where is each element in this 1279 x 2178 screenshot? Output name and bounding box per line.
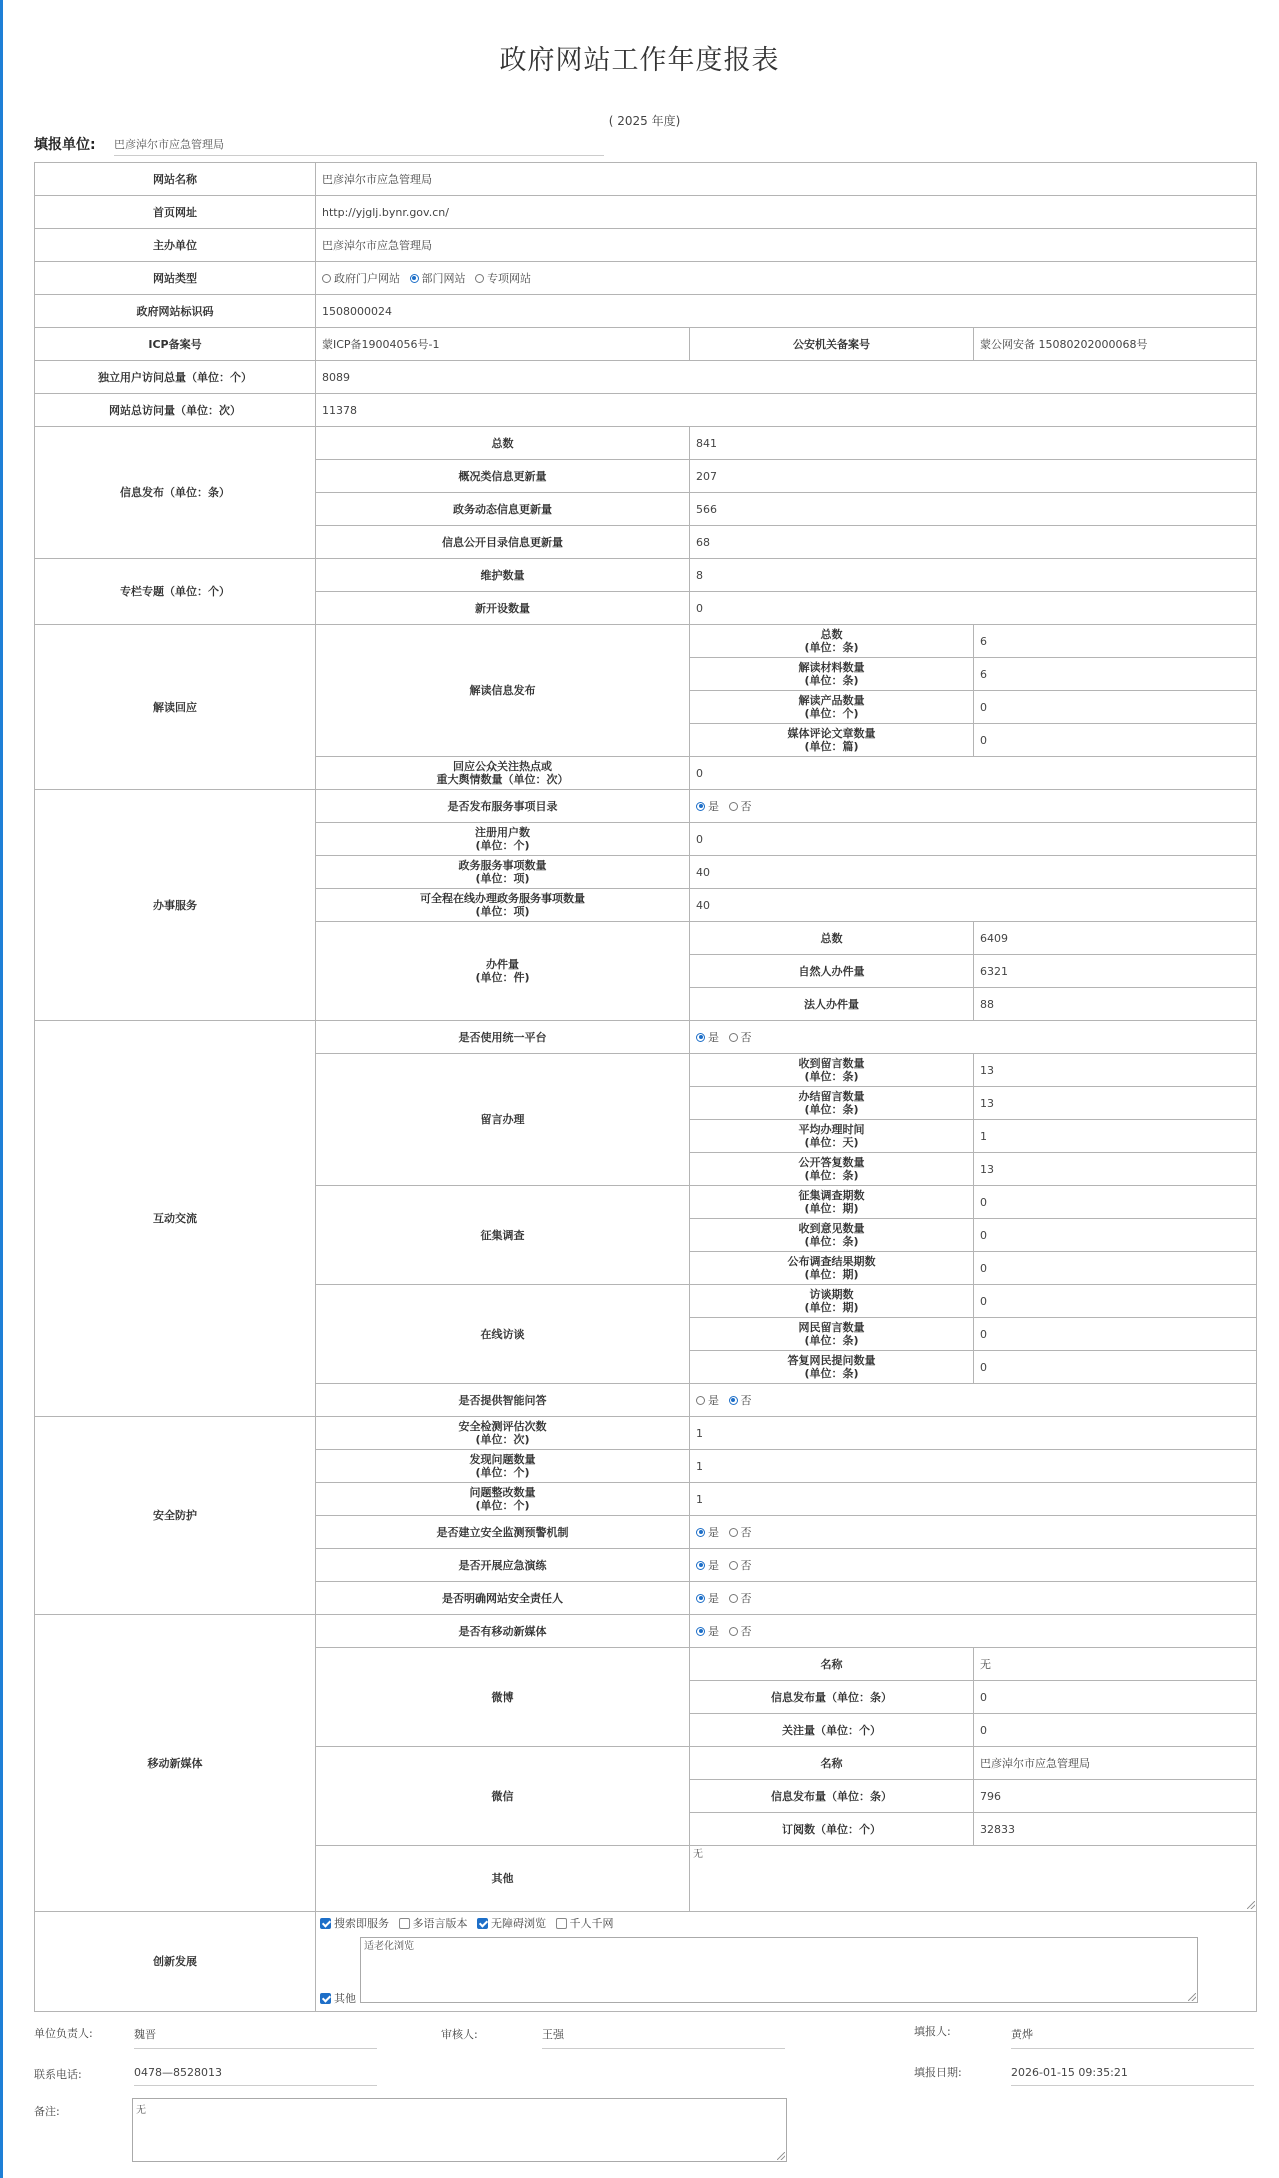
leader-label: 单位负责人: xyxy=(34,2027,93,2040)
interpret-total-value[interactable]: 6 xyxy=(974,625,1257,658)
security-warning-label: 是否建立安全监测预警机制 xyxy=(316,1516,690,1549)
security-fixed-label: 问题整改数量 (单位：个) xyxy=(316,1483,690,1516)
security-warning-radio xyxy=(690,1516,1257,1549)
icp-value[interactable]: 蒙ICP备19004056号-1 xyxy=(316,328,690,361)
msg-pub-value[interactable]: 13 xyxy=(974,1153,1257,1186)
no-option[interactable]: 否 xyxy=(729,1031,752,1044)
resize-grip-icon[interactable] xyxy=(1247,1901,1255,1909)
yes-option[interactable]: 是 xyxy=(696,1526,719,1539)
security-owner-label: 是否明确网站安全责任人 xyxy=(316,1582,690,1615)
innovation-other-textarea[interactable]: 适老化浏览 xyxy=(360,1937,1198,2003)
radio-icon xyxy=(322,274,331,283)
info-total-value[interactable]: 841 xyxy=(690,427,1257,460)
service-online-label: 可全程在线办理政务服务事项数量 (单位：项) xyxy=(316,889,690,922)
checkbox-icon xyxy=(399,1918,410,1929)
yes-option[interactable]: 是 xyxy=(696,1031,719,1044)
interpret-material-value[interactable]: 6 xyxy=(974,658,1257,691)
interview-msgs-value[interactable]: 0 xyxy=(974,1318,1257,1351)
site-type-option[interactable]: 部门网站 xyxy=(410,272,466,285)
reviewer-label: 审核人: xyxy=(441,2028,478,2041)
wechat-name-value[interactable]: 巴彦淖尔市应急管理局 xyxy=(974,1747,1257,1780)
message-handling-label: 留言办理 xyxy=(316,1054,690,1186)
no-option[interactable]: 否 xyxy=(729,800,752,813)
survey-results-value[interactable]: 0 xyxy=(974,1252,1257,1285)
volume-total-value[interactable]: 6409 xyxy=(974,922,1257,955)
home-url-value[interactable]: http://yjglj.bynr.gov.cn/ xyxy=(316,196,1257,229)
radio-checked-icon xyxy=(696,802,705,811)
media-section-label: 移动新媒体 xyxy=(35,1615,316,1912)
police-label: 公安机关备案号 xyxy=(690,328,974,361)
msg-time-value[interactable]: 1 xyxy=(974,1120,1257,1153)
icp-label: ICP备案号 xyxy=(35,328,316,361)
radio-icon xyxy=(729,1627,738,1636)
info-section-label: 信息发布（单位：条） xyxy=(35,427,316,559)
msg-recv-label: 收到留言数量 (单位：条) xyxy=(690,1054,974,1087)
service-volume-label: 办件量 (单位：件) xyxy=(316,922,690,1021)
interpret-section-label: 解读回应 xyxy=(35,625,316,790)
security-drill-radio xyxy=(690,1549,1257,1582)
report-year: ( 2025 年度) xyxy=(608,114,681,128)
fill-unit-field[interactable]: 巴彦淖尔市应急管理局 xyxy=(114,136,604,156)
column-maintain-label: 维护数量 xyxy=(316,559,690,592)
radio-checked-icon xyxy=(729,1396,738,1405)
phone-label: 联系电话: xyxy=(34,2068,82,2081)
security-drill-label: 是否开展应急演练 xyxy=(316,1549,690,1582)
no-option[interactable]: 否 xyxy=(729,1394,752,1407)
left-accent-bar xyxy=(0,0,3,2178)
interview-periods-label: 访谈期数 (单位：期) xyxy=(690,1285,974,1318)
opt-search[interactable]: 搜索即服务 xyxy=(320,1917,389,1930)
radio-checked-icon xyxy=(696,1627,705,1636)
interview-label: 在线访谈 xyxy=(316,1285,690,1384)
media-has-label: 是否有移动新媒体 xyxy=(316,1615,690,1648)
site-name-value[interactable]: 巴彦淖尔市应急管理局 xyxy=(316,163,1257,196)
survey-opinions-value[interactable]: 0 xyxy=(974,1219,1257,1252)
pv-label: 网站总访问量（单位：次） xyxy=(35,394,316,427)
info-total-label: 总数 xyxy=(316,427,690,460)
interpret-respond-value[interactable]: 0 xyxy=(690,757,1257,790)
service-catalog-label: 是否发布服务事项目录 xyxy=(316,790,690,823)
home-url-label: 首页网址 xyxy=(35,196,316,229)
filler-field[interactable]: 黄烨 xyxy=(1011,2026,1254,2049)
info-open-label: 信息公开目录信息更新量 xyxy=(316,526,690,559)
smart-qa-label: 是否提供智能问答 xyxy=(316,1384,690,1417)
radio-icon xyxy=(475,274,484,283)
site-id-value[interactable]: 1508000024 xyxy=(316,295,1257,328)
radio-icon xyxy=(729,802,738,811)
site-name-label: 网站名称 xyxy=(35,163,316,196)
uv-label: 独立用户访问总量（单位：个） xyxy=(35,361,316,394)
leader-field[interactable]: 魏晋 xyxy=(134,2026,377,2049)
weibo-posts-label: 信息发布量（单位：条） xyxy=(690,1681,974,1714)
media-other-textarea[interactable]: 无 xyxy=(690,1846,1256,1910)
wechat-posts-value[interactable]: 796 xyxy=(974,1780,1257,1813)
interact-platform-radio xyxy=(690,1021,1257,1054)
radio-icon xyxy=(696,1396,705,1405)
volume-legal-label: 法人办件量 xyxy=(690,988,974,1021)
security-fixed-value[interactable]: 1 xyxy=(690,1483,1257,1516)
radio-icon xyxy=(729,1528,738,1537)
radio-icon xyxy=(729,1594,738,1603)
interpret-respond-label: 回应公众关注热点或 重大舆情数量（单位：次） xyxy=(316,757,690,790)
opt-multilang[interactable]: 多语言版本 xyxy=(399,1917,468,1930)
msg-done-label: 办结留言数量 (单位：条) xyxy=(690,1087,974,1120)
volume-total-label: 总数 xyxy=(690,922,974,955)
wechat-name-label: 名称 xyxy=(690,1747,974,1780)
radio-checked-icon xyxy=(696,1561,705,1570)
column-new-value[interactable]: 0 xyxy=(690,592,1257,625)
phone-field[interactable]: 0478—8528013 xyxy=(134,2066,377,2086)
info-open-value[interactable]: 68 xyxy=(690,526,1257,559)
service-items-value[interactable]: 40 xyxy=(690,856,1257,889)
msg-done-value[interactable]: 13 xyxy=(974,1087,1257,1120)
security-section-label: 安全防护 xyxy=(35,1417,316,1615)
interpret-total-label: 总数 (单位：条) xyxy=(690,625,974,658)
column-maintain-value[interactable]: 8 xyxy=(690,559,1257,592)
remark-textarea[interactable]: 无 xyxy=(132,2098,787,2162)
interpret-media-value[interactable]: 0 xyxy=(974,724,1257,757)
filler-label: 填报人: xyxy=(914,2025,951,2038)
info-overview-label: 概况类信息更新量 xyxy=(316,460,690,493)
column-section-label: 专栏专题（单位：个） xyxy=(35,559,316,625)
wechat-subs-value[interactable]: 32833 xyxy=(974,1813,1257,1846)
survey-opinions-label: 收到意见数量 (单位：条) xyxy=(690,1219,974,1252)
no-option[interactable]: 否 xyxy=(729,1559,752,1572)
interview-answers-value[interactable]: 0 xyxy=(974,1351,1257,1384)
interview-msgs-label: 网民留言数量 (单位：条) xyxy=(690,1318,974,1351)
opt-accessibility[interactable]: 无障碍浏览 xyxy=(477,1917,546,1930)
site-type-option[interactable]: 专项网站 xyxy=(475,272,531,285)
media-has-radio xyxy=(690,1615,1257,1648)
weibo-name-value[interactable]: 无 xyxy=(974,1648,1257,1681)
msg-recv-value[interactable]: 13 xyxy=(974,1054,1257,1087)
interpret-product-label: 解读产品数量 (单位：个) xyxy=(690,691,974,724)
security-found-value[interactable]: 1 xyxy=(690,1450,1257,1483)
info-affairs-label: 政务动态信息更新量 xyxy=(316,493,690,526)
info-affairs-value[interactable]: 566 xyxy=(690,493,1257,526)
weibo-label: 微博 xyxy=(316,1648,690,1747)
site-type-label: 网站类型 xyxy=(35,262,316,295)
site-type-radio-group xyxy=(316,262,1257,295)
checkbox-checked-icon xyxy=(320,1918,331,1929)
weibo-posts-value[interactable]: 0 xyxy=(974,1681,1257,1714)
opt-other[interactable]: 其他 xyxy=(320,1992,356,2005)
host-value[interactable]: 巴彦淖尔市应急管理局 xyxy=(316,229,1257,262)
innovation-options xyxy=(316,1912,1257,2012)
site-type-option[interactable]: 政府门户网站 xyxy=(322,272,400,285)
wechat-posts-label: 信息发布量（单位：条） xyxy=(690,1780,974,1813)
no-option[interactable]: 否 xyxy=(729,1592,752,1605)
service-online-value[interactable]: 40 xyxy=(690,889,1257,922)
security-found-label: 发现问题数量 (单位：个) xyxy=(316,1450,690,1483)
radio-checked-icon xyxy=(696,1528,705,1537)
remark-label: 备注: xyxy=(34,2105,60,2118)
radio-checked-icon xyxy=(696,1033,705,1042)
date-label: 填报日期: xyxy=(914,2066,962,2079)
no-option[interactable]: 否 xyxy=(729,1625,752,1638)
yes-option[interactable]: 是 xyxy=(696,1592,719,1605)
fill-unit-label: 填报单位: xyxy=(34,137,96,153)
service-users-value[interactable]: 0 xyxy=(690,823,1257,856)
radio-icon xyxy=(729,1561,738,1570)
page-title: 政府网站工作年度报表 xyxy=(499,45,780,76)
resize-grip-icon[interactable] xyxy=(1188,1993,1196,2001)
survey-periods-value[interactable]: 0 xyxy=(974,1186,1257,1219)
opt-thousand[interactable]: 千人千网 xyxy=(556,1917,614,1930)
report-table xyxy=(34,162,1257,2012)
no-option[interactable]: 否 xyxy=(729,1526,752,1539)
survey-periods-label: 征集调查期数 (单位：期) xyxy=(690,1186,974,1219)
service-users-label: 注册用户数 (单位：个) xyxy=(316,823,690,856)
interact-section-label: 互动交流 xyxy=(35,1021,316,1417)
column-new-label: 新开设数量 xyxy=(316,592,690,625)
service-section-label: 办事服务 xyxy=(35,790,316,1021)
interpret-material-label: 解读材料数量 (单位：条) xyxy=(690,658,974,691)
service-items-label: 政务服务事项数量 (单位：项) xyxy=(316,856,690,889)
media-other-cell xyxy=(690,1846,1257,1912)
security-tests-value[interactable]: 1 xyxy=(690,1417,1257,1450)
volume-legal-value[interactable]: 88 xyxy=(974,988,1257,1021)
security-owner-radio xyxy=(690,1582,1257,1615)
police-value[interactable]: 蒙公网安备 15080202000068号 xyxy=(974,328,1257,361)
interpret-product-value[interactable]: 0 xyxy=(974,691,1257,724)
msg-time-label: 平均办理时间 (单位：天) xyxy=(690,1120,974,1153)
service-catalog-radio xyxy=(690,790,1257,823)
wechat-label: 微信 xyxy=(316,1747,690,1846)
host-label: 主办单位 xyxy=(35,229,316,262)
radio-checked-icon xyxy=(410,274,419,283)
volume-natural-value[interactable]: 6321 xyxy=(974,955,1257,988)
interact-platform-label: 是否使用统一平台 xyxy=(316,1021,690,1054)
weibo-follow-value[interactable]: 0 xyxy=(974,1714,1257,1747)
checkbox-icon xyxy=(556,1918,567,1929)
interpret-publish-label: 解读信息发布 xyxy=(316,625,690,757)
info-overview-value[interactable]: 207 xyxy=(690,460,1257,493)
interview-answers-label: 答复网民提问数量 (单位：条) xyxy=(690,1351,974,1384)
yes-option[interactable]: 是 xyxy=(696,1394,719,1407)
yes-option[interactable]: 是 xyxy=(696,1625,719,1638)
uv-value[interactable]: 8089 xyxy=(316,361,1257,394)
site-id-label: 政府网站标识码 xyxy=(35,295,316,328)
pv-value[interactable]: 11378 xyxy=(316,394,1257,427)
date-field[interactable]: 2026-01-15 09:35:21 xyxy=(1011,2066,1254,2086)
wechat-subs-label: 订阅数（单位：个） xyxy=(690,1813,974,1846)
radio-checked-icon xyxy=(696,1594,705,1603)
yes-option[interactable]: 是 xyxy=(696,1559,719,1572)
msg-pub-label: 公开答复数量 (单位：条) xyxy=(690,1153,974,1186)
resize-grip-icon[interactable] xyxy=(777,2152,785,2160)
media-other-label: 其他 xyxy=(316,1846,690,1912)
weibo-name-label: 名称 xyxy=(690,1648,974,1681)
checkbox-checked-icon xyxy=(477,1918,488,1929)
radio-icon xyxy=(729,1033,738,1042)
yes-option[interactable]: 是 xyxy=(696,800,719,813)
interpret-media-label: 媒体评论文章数量 (单位：篇) xyxy=(690,724,974,757)
innovation-section-label: 创新发展 xyxy=(35,1912,316,2012)
checkbox-checked-icon xyxy=(320,1993,331,2004)
volume-natural-label: 自然人办件量 xyxy=(690,955,974,988)
reviewer-field[interactable]: 王强 xyxy=(542,2026,785,2049)
interview-periods-value[interactable]: 0 xyxy=(974,1285,1257,1318)
security-tests-label: 安全检测评估次数 (单位：次) xyxy=(316,1417,690,1450)
smart-qa-radio xyxy=(690,1384,1257,1417)
survey-label: 征集调查 xyxy=(316,1186,690,1285)
weibo-follow-label: 关注量（单位：个） xyxy=(690,1714,974,1747)
survey-results-label: 公布调查结果期数 (单位：期) xyxy=(690,1252,974,1285)
